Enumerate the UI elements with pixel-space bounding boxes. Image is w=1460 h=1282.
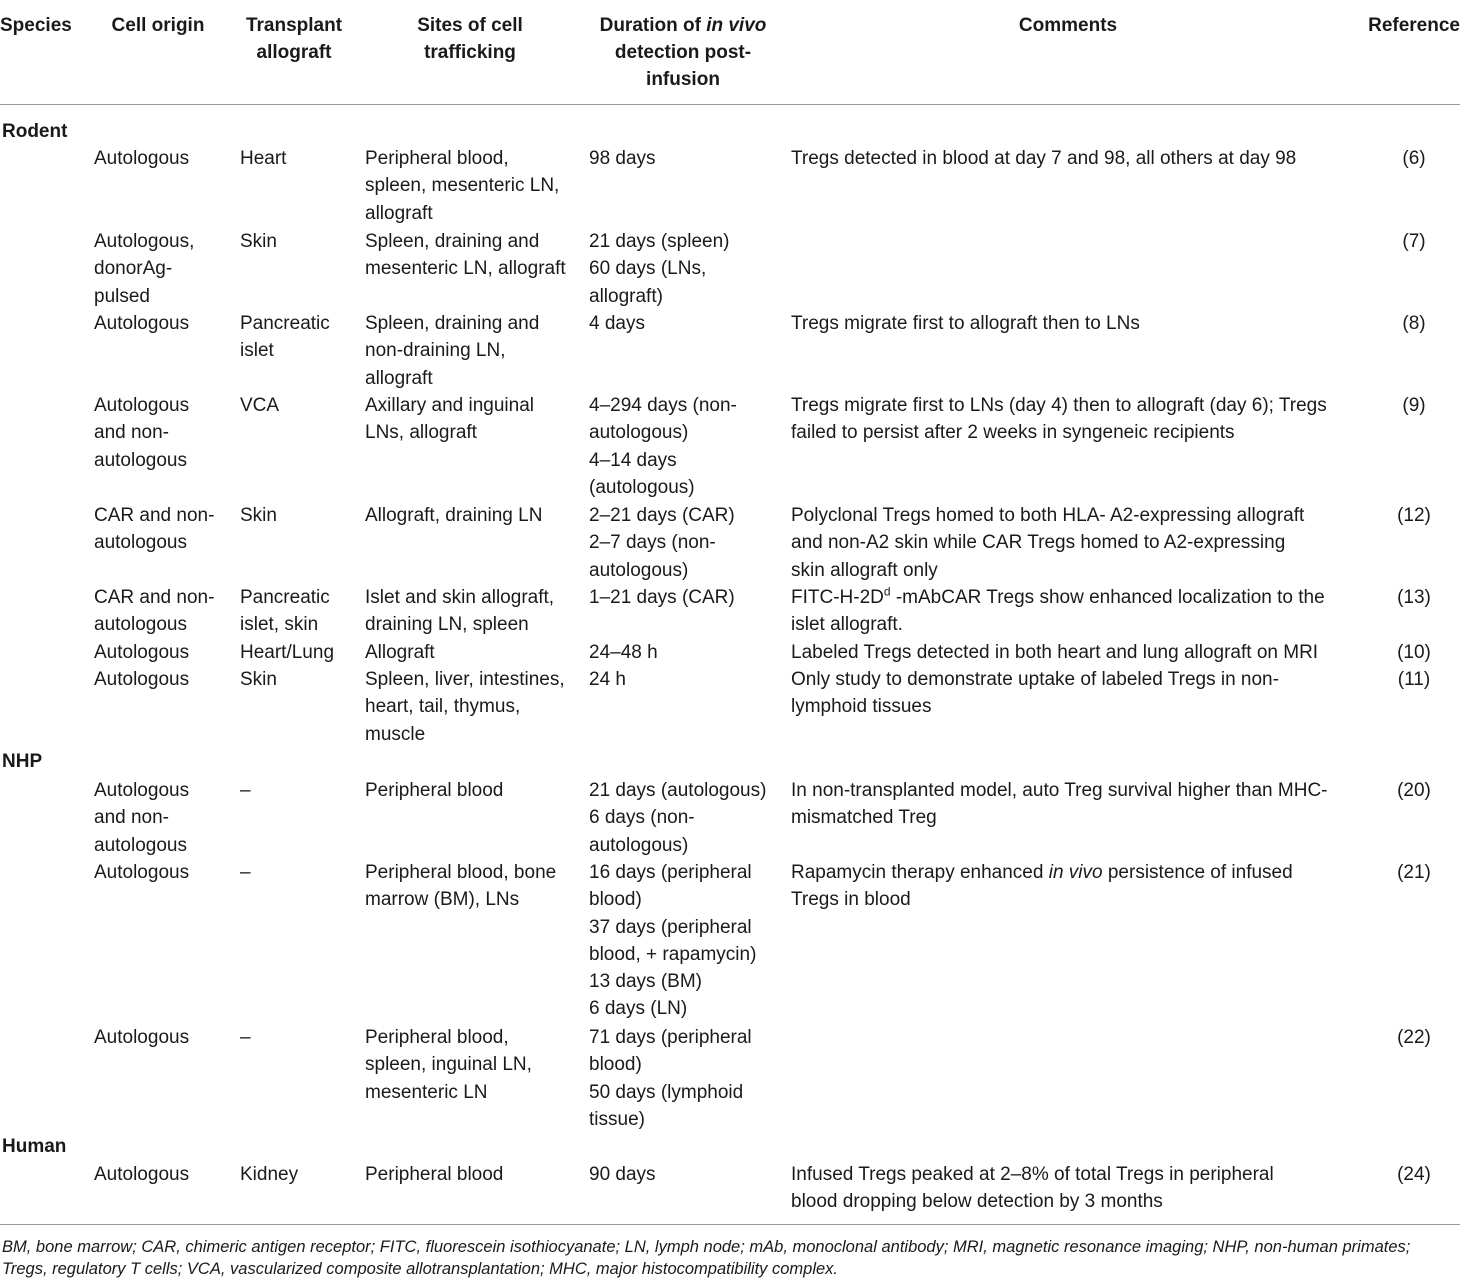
cell-sites: Peripheral blood, bone marrow (BM), LNs bbox=[365, 862, 557, 911]
cell-sites: Allograft, draining LN bbox=[365, 505, 543, 526]
cell-origin: Autologous bbox=[94, 669, 190, 690]
cell-origin: Autologous, donorAg- pulsed bbox=[94, 231, 195, 307]
cell-duration: 21 days (spleen) 60 days (LNs, allograft) bbox=[589, 231, 730, 307]
cell-graft: Skin bbox=[240, 505, 277, 526]
superscript-d: d bbox=[883, 584, 891, 599]
cell-sites: Peripheral blood bbox=[365, 780, 504, 801]
cell-duration: 24–48 h bbox=[589, 642, 658, 663]
cell-comments: Infused Tregs peaked at 2–8% of total Tregs in peripheral blood dropping below detection by 3 months bbox=[791, 1164, 1274, 1213]
footer-divider bbox=[0, 1224, 1460, 1225]
cell-origin: CAR and non- autologous bbox=[94, 505, 215, 554]
cell-origin: Autologous bbox=[94, 642, 190, 663]
cell-reference: (11) bbox=[1397, 669, 1431, 690]
cell-graft: – bbox=[240, 1027, 251, 1048]
cell-duration: 4–294 days (non- autologous) 4–14 days (autologous) bbox=[589, 395, 737, 498]
cell-sites: Spleen, draining and mesenteric LN, allograft bbox=[365, 231, 566, 280]
cell-graft: Kidney bbox=[240, 1164, 299, 1185]
cell-sites: Peripheral blood bbox=[365, 1164, 504, 1185]
header-comments: Comments bbox=[1018, 15, 1118, 36]
header-sites-of-trafficking: Sites of cell trafficking bbox=[417, 15, 523, 63]
cell-duration: 21 days (autologous) 6 days (non- autologous) bbox=[589, 780, 767, 856]
group-label-rodent: Rodent bbox=[2, 121, 68, 142]
cell-sites: Spleen, liver, intestines, heart, tail, thymus, muscle bbox=[365, 669, 565, 745]
cell-graft: – bbox=[240, 780, 251, 801]
cell-duration: 24 h bbox=[589, 669, 626, 690]
cell-graft: Skin bbox=[240, 669, 277, 690]
cell-reference: (10) bbox=[1397, 642, 1431, 663]
cell-sites: Axillary and inguinal LNs, allograft bbox=[365, 395, 534, 444]
header-cell-origin: Cell origin bbox=[111, 15, 205, 36]
cell-sites: Allograft bbox=[365, 642, 435, 663]
cell-duration: 4 days bbox=[589, 313, 645, 334]
cell-origin: Autologous and non- autologous bbox=[94, 780, 190, 856]
cell-graft: – bbox=[240, 862, 251, 883]
cell-reference: (24) bbox=[1397, 1164, 1431, 1185]
cell-origin: Autologous bbox=[94, 1027, 190, 1048]
cell-origin: Autologous and non- autologous bbox=[94, 395, 190, 471]
cell-sites: Islet and skin allograft, draining LN, spleen bbox=[365, 587, 555, 636]
cell-reference: (20) bbox=[1397, 780, 1431, 801]
cell-origin: CAR and non- autologous bbox=[94, 587, 215, 636]
header-species: Species bbox=[0, 15, 72, 36]
cell-graft: Skin bbox=[240, 231, 277, 252]
cell-origin: Autologous bbox=[94, 862, 190, 883]
cell-comments: FITC-$H-2D^d$ -mAbCAR Tregs show enhanced localization to the islet allograft. bbox=[791, 584, 1325, 636]
cell-reference: (6) bbox=[1402, 148, 1426, 169]
cell-origin: Autologous bbox=[94, 313, 190, 334]
cell-comments: Rapamycin therapy enhanced in vivo persistence of infused Tregs in blood bbox=[791, 862, 1293, 911]
cell-graft: Pancreatic islet bbox=[240, 313, 330, 362]
cell-duration: 2–21 days (CAR) 2–7 days (non- autologous) bbox=[589, 505, 735, 581]
cell-duration: 98 days bbox=[589, 148, 656, 169]
cell-comments: Polyclonal Tregs homed to both HLA- A2-expressing allograft and non-A2 skin while CAR Tregs homed to A2-expressing skin allograft only bbox=[791, 505, 1305, 581]
header-duration: Duration of in vivo detection post- infusion bbox=[599, 15, 767, 90]
cell-duration: 71 days (peripheral blood) 50 days (lymphoid tissue) bbox=[589, 1027, 752, 1130]
cell-sites: Peripheral blood, spleen, inguinal LN, mesenteric LN bbox=[365, 1027, 532, 1103]
cell-duration: 1–21 days (CAR) bbox=[589, 587, 735, 608]
cell-reference: (7) bbox=[1402, 231, 1426, 252]
cell-reference: (9) bbox=[1402, 395, 1426, 416]
table-footnote: BM, bone marrow; CAR, chimeric antigen receptor; FITC, fluorescein isothiocyanate; LN, lymph node; mAb, monoclonal antibody; MRI, magnetic resonance imaging; NHP, non-human primates; Tregs, regulatory T cells; VCA, vascularized composite allotransplantation; MHC, major histocompatibility complex. bbox=[2, 1238, 1411, 1278]
cell-reference: (8) bbox=[1402, 313, 1426, 334]
header-transplant-allograft: Transplant allograft bbox=[245, 15, 343, 63]
cell-graft: Pancreatic islet, skin bbox=[240, 587, 330, 636]
header-divider bbox=[0, 104, 1460, 105]
cell-reference: (13) bbox=[1397, 587, 1431, 608]
cell-comments: Only study to demonstrate uptake of labeled Tregs in non- lymphoid tissues bbox=[791, 669, 1279, 718]
cell-duration: 90 days bbox=[589, 1164, 656, 1185]
cell-comments: Tregs migrate first to LNs (day 4) then to allograft (day 6); Tregs failed to persist after 2 weeks in syngeneic recipients bbox=[791, 395, 1327, 444]
cell-comments: Labeled Tregs detected in both heart and lung allograft on MRI bbox=[791, 642, 1319, 663]
cell-comments: Tregs detected in blood at day 7 and 98, all others at day 98 bbox=[791, 148, 1297, 169]
cell-comments: Tregs migrate first to allograft then to LNs bbox=[791, 313, 1140, 334]
cell-graft: Heart bbox=[240, 148, 287, 169]
cell-reference: (21) bbox=[1397, 862, 1431, 883]
cell-origin: Autologous bbox=[94, 1164, 190, 1185]
cell-graft: VCA bbox=[240, 395, 280, 416]
cell-graft: Heart/Lung bbox=[240, 642, 335, 663]
cell-sites: Spleen, draining and non-draining LN, allograft bbox=[365, 313, 540, 389]
group-label-human: Human bbox=[2, 1136, 67, 1157]
header-reference: Reference bbox=[1368, 15, 1460, 36]
cell-duration: 16 days (peripheral blood) 37 days (peripheral blood, + rapamycin) 13 days (BM) 6 days (LN) bbox=[589, 862, 757, 1020]
cell-comments: In non-transplanted model, auto Treg survival higher than MHC- mismatched Treg bbox=[791, 780, 1328, 829]
cell-reference: (22) bbox=[1397, 1027, 1431, 1048]
cell-sites: Peripheral blood, spleen, mesenteric LN, allograft bbox=[365, 148, 560, 224]
group-label-nhp: NHP bbox=[2, 751, 43, 772]
cell-origin: Autologous bbox=[94, 148, 190, 169]
cell-reference: (12) bbox=[1397, 505, 1431, 526]
